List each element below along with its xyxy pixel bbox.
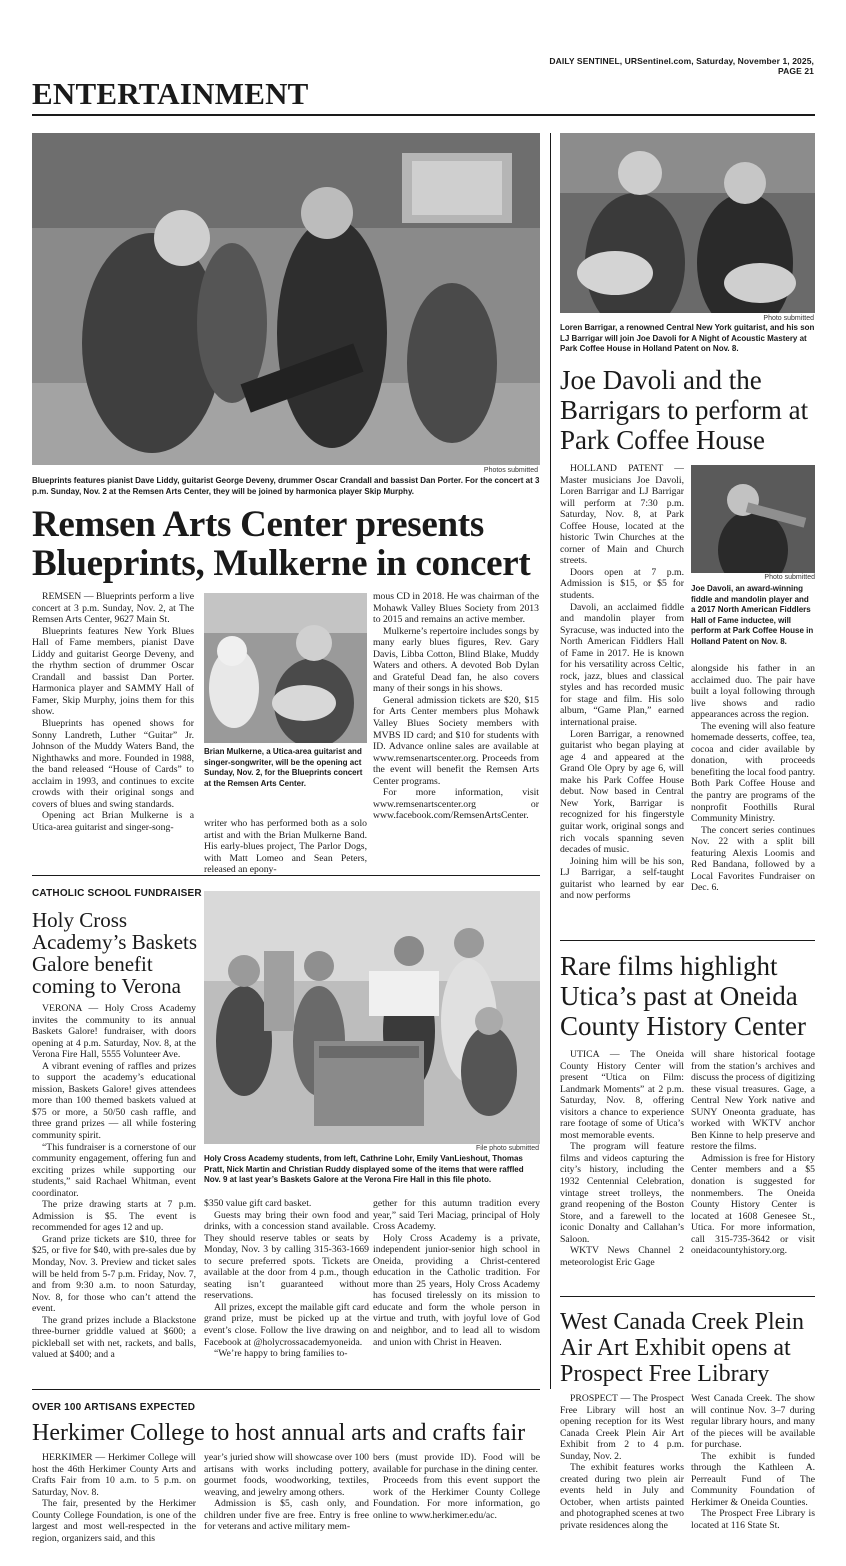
- paragraph: A vibrant evening of raffles and prizes to support the academy’s educational mission, Baskets Galore! gives attendees more than 100 themed baskets valued at $75 or more, a 50/50 cash raffle, and three grand prizes — all while fostering community spirit.: [32, 1060, 196, 1142]
- paragraph: gether for this autumn tradition every year,” said Teri Maciag, principal of Holy Cross Academy.: [373, 1198, 540, 1233]
- paragraph: HERKIMER — Herkimer College will host the 46th Herkimer County Arts and Crafts Fair from 10 a.m. to 5 p.m. on Saturday, Nov. 8.: [32, 1452, 196, 1498]
- paragraph: General admission tickets are $20, $15 for Arts Center members plus Mohawk Valley Blues Society members with MVBS ID card; and $10 for students with ID. Advance online sales are available at www.remsenartscenter.org. Proceeds from the event will benefit the Remsen Arts Center programs.: [373, 694, 539, 787]
- holycross-students-photo: [204, 891, 540, 1144]
- paragraph: mous CD in 2018. He was chairman of the Mohawk Valley Blues Society from 2013 to 2015 and remains an active member.: [373, 591, 539, 626]
- barrigar-photo-caption: Loren Barrigar, a renowned Central New York guitarist, and his son LJ Barrigar will join Joe Davoli for A Night of Acoustic Mastery at Park Coffee House in Holland Patent on Nov. 8.: [560, 323, 815, 353]
- paragraph: Loren Barrigar, a renowned guitarist who began playing at age 4 and appeared at the Grand Ole Opry by age 6, will make his Park Coffee House debut. Now based in Central New York, Barrigar is recognized for his fingerstyle guitar work, original songs and rich vocals spanning seven decades of music.: [560, 728, 684, 856]
- paragraph: The program will feature films and videos capturing the city’s history, including the 1932 Centennial Celebration, vintage street trolleys, the grand reopening of the Boston Store, and a farewell to the iconic Donalty and Callahan’s Saloon.: [560, 1141, 684, 1245]
- paragraph: will share historical footage from the station’s archives and discuss the process of digitizing these visual treasures. Gage, a Central New York native and SUNY Oneonta graduate, has worked with WKTV anchor Ben Kinne to help preserve and restore the films.: [691, 1049, 815, 1153]
- paragraph: The concert series continues Nov. 22 with a split bill featuring Alexis Loomis and Red Bandana, followed by a Local Favorites Fundraiser on Dec. 6.: [691, 824, 815, 894]
- header-rule: [32, 114, 815, 116]
- paragraph: The prize drawing starts at 7 p.m. Admission is $5. The event is recommended for ages 12 and up.: [32, 1199, 196, 1234]
- paragraph: “This fundraiser is a cornerstone of our community engagement, offering fun and exciting prizes while supporting our students,” said Rachael Whitman, event coordinator.: [32, 1141, 196, 1199]
- paragraph: The Prospect Free Library is located at 116 State St.: [691, 1508, 815, 1532]
- paragraph: Joining him will be his son, LJ Barrigar, a self-taught guitarist who learned by ear and now performs: [560, 855, 684, 902]
- paragraph: WKTV News Channel 2 meteorologist Eric Gage: [560, 1245, 684, 1268]
- rarefilms-column-1: [560, 1049, 684, 1268]
- herkimer-column-1: [32, 1452, 196, 1544]
- paragraph: HOLLAND PATENT — Master musicians Joe Davoli, Loren Barrigar and LJ Barrigar will perform at 7:30 p.m. Saturday, Nov. 8, at Park Coffee House, located at the historic Twin Churches at the corner of Main and Church streets.: [560, 463, 684, 567]
- pleinair-column-1: [560, 1393, 684, 1532]
- paragraph: Davoli, an acclaimed fiddle and mandolin player from Syracuse, was inducted into the North American Fiddlers Hall of Fame in 2017. He is known for his versatility across Celtic, rock, jazz, blues and classical styles and has recorded music for stage and film. His solo album, “Game Plan,” earned international praise.: [560, 601, 684, 729]
- paragraph: alongside his father in an acclaimed duo. The pair have built a loyal following through live shows and radio appearances across the region.: [691, 663, 815, 721]
- holycross-top-rule: [32, 875, 540, 876]
- blueprints-headline: [32, 505, 542, 583]
- herkimer-kicker: OVER 100 ARTISANS EXPECTED: [32, 1402, 196, 1413]
- paragraph: VERONA — Holy Cross Academy invites the community to its annual Baskets Galore! fundraiser, with doors opening at 4 p.m. Saturday, Nov. 8, at the Verona Fire Hall, 5555 Volunteer Ave.: [32, 1003, 196, 1061]
- holycross-column-2: [204, 1198, 369, 1360]
- paragraph: $350 value gift card basket.: [204, 1198, 312, 1209]
- paragraph: Proceeds from this event support the work of the Herkimer County College Foundation. For more information, go online to www.herkimer.edu/ac.: [373, 1475, 540, 1521]
- paragraph: The exhibit is funded through the Kathleen A. Perreault Fund of The Community Foundation of Herkimer & Oneida Counties.: [691, 1450, 815, 1508]
- rarefilms-top-rule: [560, 940, 815, 941]
- holycross-kicker: CATHOLIC SCHOOL FUNDRAISER: [32, 888, 202, 899]
- blueprints-band-photo: [32, 133, 540, 465]
- paragraph: “We’re happy to bring families to-: [214, 1348, 348, 1360]
- paragraph: All prizes, except the mailable gift card grand prize, must be picked up at the event’s close. Follow the live drawing on Facebook at @holycrossacademyoneida.: [204, 1301, 369, 1348]
- paragraph: The grand prizes include a Blackstone three-burner griddle valued at $600; a pickleball set with net, rackets, and balls, valued at $400; and a: [32, 1314, 196, 1361]
- blueprints-headline-line2: Blueprints, Mulkerne in concert: [32, 543, 531, 584]
- paragraph: Admission is $5, cash only, and children under five are free. Entry is free for veterans and active military mem-: [204, 1498, 369, 1533]
- herkimer-column-2: [204, 1452, 369, 1533]
- page-folio: DAILY SENTINEL, URSentinel.com, Saturday, November 1, 2025, PAGE 21: [549, 56, 814, 76]
- paragraph: The evening will also feature homemade desserts, coffee, tea, cocoa and cider available by donation, with proceeds benefiting the local food pantry. Both Park Coffee House and the pantry are programs of the nonprofit Foothills Rural Community Ministry.: [691, 720, 815, 825]
- barrigar-photo-credit: Photo submitted: [763, 315, 814, 322]
- herkimer-column-3: [373, 1452, 540, 1521]
- davoli-headline: Joe Davoli and the Barrigars to perform at Park Coffee House: [560, 365, 809, 455]
- paragraph: The exhibit features works created during two plein air events held in July and October, when artists painted and photographed scenes at two private residences along the: [560, 1462, 684, 1532]
- blueprints-column-2: [204, 818, 367, 876]
- paragraph: writer who has performed both as a solo artist and with the Brian Mulkerne Band. His early-blues project, The Parlor Dogs, with Matt Lomeo and Sean Peters, released an epony-: [204, 818, 367, 876]
- blueprints-column-3: [373, 591, 539, 822]
- paragraph: PROSPECT — The Prospect Free Library will host an opening reception for its West Canada Creek Plein Air Art Exhibit from 2 to 4 p.m. Sunday, Nov. 2.: [560, 1393, 684, 1462]
- paragraph: UTICA — The Oneida County History Center will present “Utica on Film: Landmark Moments” at 2 p.m. Saturday, Nov. 8, offering visitors a chance to experience rare footage of some of Utica’s most memorable events.: [560, 1049, 684, 1141]
- blueprints-headline-line1: Remsen Arts Center presents: [32, 504, 484, 545]
- herkimer-headline: Herkimer College to host annual arts and crafts fair: [32, 1420, 526, 1446]
- barrigar-photo: [560, 133, 815, 313]
- holycross-column-1: [32, 1003, 196, 1361]
- paragraph: Grand prize tickets are $10, three for $25, or five for $40, with pre-sales due by Monday, Nov. 3. Preview and ticket sales will be held from 5-7 p.m. Friday, Nov. 7, and from 9:30 a.m. to noon Saturday, Nov. 8, for those who can’t attend the event.: [32, 1233, 196, 1315]
- davoli-photo-caption: Joe Davoli, an award-winning fiddle and mandolin player and a 2017 North American Fiddlers Hall of Fame inductee, will perform at Park Coffee House in Holland Patent on Nov. 8.: [691, 584, 814, 646]
- holycross-column-3: [373, 1198, 540, 1348]
- davoli-column-2: [691, 663, 815, 894]
- herkimer-top-rule: [32, 1389, 540, 1390]
- davoli-column-1: [560, 463, 684, 902]
- paragraph: REMSEN — Blueprints perform a live concert at 3 p.m. Sunday, Nov. 2, at The Remsen Arts Center, 9627 Main St.: [32, 591, 194, 626]
- paragraph: The fair, presented by the Herkimer County College Foundation, is one of the largest and most well-respected in the region, organizers said, and this: [32, 1498, 196, 1544]
- paragraph: Admission is free for History Center members and a $5 donation is suggested for nonmembers. The Oneida County History Center is located at 1608 Genesee St., Utica. For more information, call 315-735-3642 or visit oneidacountyhistory.org.: [691, 1152, 815, 1257]
- paragraph: West Canada Creek. The show will continue Nov. 3–7 during regular library hours, and many of the pieces will be available for purchase.: [691, 1393, 815, 1451]
- mulkerne-photo-caption: Brian Mulkerne, a Utica-area guitarist and singer-songwriter, will be the opening act Sunday, Nov. 2, for the Blueprints concert at the Remsen Arts Center.: [204, 747, 363, 788]
- blueprints-photo-credit: Photos submitted: [483, 467, 538, 474]
- paragraph: Blueprints features New York Blues Hall of Fame members, pianist Dave Liddy and guitarist George Deveny, and the rhythm section of drummer Oscar Crandall and bassist Dan Porter. Harmonica player and SAMMY Hall of Famer, Skip Murphy, joins them for this show.: [32, 625, 194, 718]
- blueprints-photo-caption: Blueprints features pianist Dave Liddy, guitarist George Deveny, drummer Oscar Crandall and bassist Dan Porter. For the concert at 3 p.m. Sunday, Nov. 2 at the Remsen Arts Center, they will be joined by harmonica player Skip Murphy.: [32, 476, 540, 496]
- pleinair-column-2: [691, 1393, 815, 1532]
- paragraph: Blueprints has opened shows for Sonny Landreth, Luther “Guitar” Jr. Johnson of the Muddy Waters Band, the Nighthawks and more. Founded in 1988, the band released “House of Cards” to acclaim in 1993, and continues to excite crowds with their original songs and covers of blues and swing standards.: [32, 718, 194, 810]
- paragraph: year’s juried show will showcase over 100 artisans with works including pottery, gourmet foods, woodworking, textiles, weaving, and jewelry among others.: [204, 1452, 370, 1498]
- column-divider: [550, 133, 551, 1389]
- paragraph: For more information, visit www.remsenartscenter.org or www.facebook.com/RemsenArtsCenter.: [373, 787, 539, 822]
- blueprints-column-1: [32, 591, 194, 833]
- davoli-photo-credit: Photo submitted: [764, 574, 815, 581]
- holycross-headline: Holy Cross Academy’s Baskets Galore benefit coming to Verona: [32, 908, 198, 998]
- paragraph: bers (must provide ID). Food will be available for purchase in the dining center.: [373, 1452, 540, 1475]
- pleinair-headline: West Canada Creek Plein Air Art Exhibit opens at Prospect Free Library: [560, 1309, 804, 1387]
- davoli-photo: [691, 465, 815, 573]
- mulkerne-photo: [204, 593, 367, 743]
- rarefilms-headline: Rare films highlight Utica’s past at Oneida County History Center: [560, 951, 806, 1041]
- holycross-photo-caption: Holy Cross Academy students, from left, Cathrine Lohr, Emily VanLieshout, Thomas Pratt, Nick Martin and Christian Ruddy displayed some of the items that were raffled Nov. 9 at last year’s Baskets Galore at the Verona Fire Hall in this file photo.: [204, 1154, 524, 1184]
- paragraph: Opening act Brian Mulkerne is a Utica-area guitarist and singer-song-: [32, 810, 194, 833]
- pleinair-top-rule: [560, 1296, 815, 1297]
- paragraph: Holy Cross Academy is a private, independent junior-senior high school in Oneida, providing a Christ-centered education in the Catholic tradition. For more than 25 years, Holy Cross Academy has focused tirelessly on its mission to educate and form the whole person in virtue and truth, with joyful love of God and neighbor, and to lead all to wisdom and union with Christ in Heaven.: [373, 1232, 540, 1348]
- holycross-photo-credit: File photo submitted: [475, 1145, 539, 1152]
- paragraph: Guests may bring their own food and drinks, with a concession stand available. They should reserve tables or seats by Monday, Nov. 3 by calling 315-363-1669 to secure preferred spots. Tickets are available at the door from 4 p.m., though seating isn’t guaranteed without reservations.: [204, 1209, 369, 1302]
- section-title: ENTERTAINMENT: [32, 76, 309, 111]
- paragraph: Doors open at 7 p.m. Admission is $15, or $5 for students.: [560, 566, 684, 602]
- rarefilms-column-2: [691, 1049, 815, 1257]
- paragraph: Mulkerne’s repertoire includes songs by many early blues figures, Rev. Gary Davis, Libba Cotton, Blind Blake, Muddy Waters and others. A devoted Bob Dylan and Grateful Dead fan, he also covers many of their songs in his shows.: [373, 625, 539, 695]
